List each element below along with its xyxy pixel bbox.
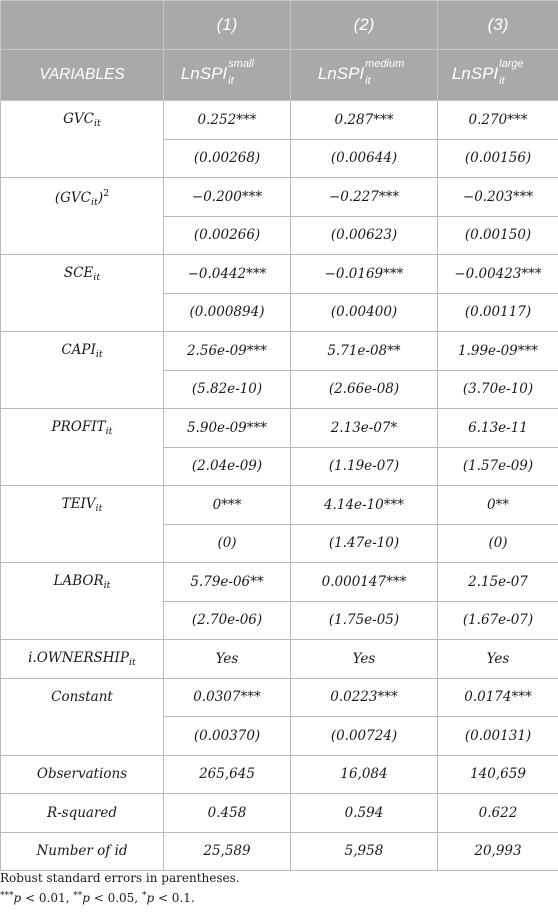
variable-subscript: it xyxy=(94,118,101,129)
col-header-2 xyxy=(291,50,438,101)
row-label xyxy=(1,255,164,332)
row-label xyxy=(1,678,164,755)
coefficient-cell: 0** xyxy=(438,486,558,525)
coefficient-cell: −0.203*** xyxy=(438,178,558,217)
row-label xyxy=(1,332,164,409)
table-row xyxy=(1,755,558,794)
variable-subscript: it xyxy=(103,580,111,591)
std-error-cell: (0.00156) xyxy=(438,139,558,178)
notes-line-1: Robust standard errors in parentheses. xyxy=(0,871,240,885)
variable-name xyxy=(62,496,103,512)
coefficient-cell: 140,659 xyxy=(438,755,558,794)
std-error-cell: (0.00268) xyxy=(164,139,291,178)
variable-name xyxy=(47,805,117,821)
std-error-cell: (0) xyxy=(164,524,291,563)
variable-name xyxy=(52,419,113,435)
std-error-cell: (1.75e-05) xyxy=(291,601,438,640)
coefficient-cell: 5.79e-06** xyxy=(164,563,291,602)
variable-tail: ) xyxy=(97,190,104,206)
variable-superscript: 2 xyxy=(103,188,110,199)
significance-symbol: *** xyxy=(0,891,14,901)
table-row xyxy=(1,178,558,217)
threshold-text: < 0.05, xyxy=(89,891,142,905)
table-row xyxy=(1,678,558,717)
coefficient-cell: 6.13e-11 xyxy=(438,409,558,448)
row-label xyxy=(1,563,164,640)
coefficient-cell: 0.0174*** xyxy=(438,678,558,717)
std-error-cell: (5.82e-10) xyxy=(164,370,291,409)
notes-line-2 xyxy=(0,887,558,907)
variable-name xyxy=(63,111,101,127)
std-error-cell: (1.47e-10) xyxy=(291,524,438,563)
variable-name xyxy=(28,650,136,666)
std-error-cell: (3.70e-10) xyxy=(438,370,558,409)
variable-subscript: it xyxy=(128,656,136,668)
row-label xyxy=(1,755,164,794)
std-error-cell: (2.70e-06) xyxy=(164,601,291,640)
std-error-cell: (1.67e-07) xyxy=(438,601,558,640)
std-error-cell: (2.66e-08) xyxy=(291,370,438,409)
coefficient-cell: −0.0169*** xyxy=(291,255,438,294)
significance-symbol: ** xyxy=(73,891,83,901)
coefficient-cell: 5,958 xyxy=(291,832,438,871)
std-error-cell: (2.04e-09) xyxy=(164,447,291,486)
coefficient-cell: 0.0223*** xyxy=(291,678,438,717)
col-number-2: (2) xyxy=(291,1,438,50)
std-error-cell: (1.57e-09) xyxy=(438,447,558,486)
coefficient-cell: −0.200*** xyxy=(164,178,291,217)
threshold-text: < 0.1. xyxy=(154,891,195,905)
variable-name xyxy=(55,190,109,206)
col-header-3-sub: it xyxy=(499,75,505,87)
row-label xyxy=(1,178,164,255)
variable-subscript: it xyxy=(90,197,98,208)
variable-base: Constant xyxy=(51,688,113,705)
std-error-cell: (0.00117) xyxy=(438,293,558,332)
variable-subscript: it xyxy=(95,349,103,360)
coefficient-cell: 20,993 xyxy=(438,832,558,871)
table-row xyxy=(1,101,558,140)
row-label xyxy=(1,640,164,679)
variable-subscript: it xyxy=(93,272,101,283)
coefficient-cell: 0.594 xyxy=(291,794,438,833)
variable-name xyxy=(51,689,113,705)
col-header-3-sup: large xyxy=(499,58,524,70)
coefficient-cell: 0.622 xyxy=(438,794,558,833)
col-header-2-sup: medium xyxy=(365,58,405,70)
coefficient-cell: Yes xyxy=(164,640,291,679)
row-label xyxy=(1,486,164,563)
variables-header: VARIABLES xyxy=(1,50,164,101)
col-header-2-sub: it xyxy=(365,75,371,87)
coefficient-cell: 265,645 xyxy=(164,755,291,794)
p-symbol: p xyxy=(146,891,155,905)
variable-name xyxy=(61,342,102,358)
variable-base: SCE xyxy=(63,265,94,281)
coefficient-cell: −0.227*** xyxy=(291,178,438,217)
variable-name xyxy=(64,265,100,281)
variable-name xyxy=(36,843,127,859)
table-row xyxy=(1,255,558,294)
col-number-3: (3) xyxy=(438,1,558,50)
coefficient-cell: 16,084 xyxy=(291,755,438,794)
variable-base: GVC xyxy=(63,111,94,127)
col-header-3-base: LnSPI xyxy=(451,64,499,84)
std-error-cell: (0.00150) xyxy=(438,216,558,255)
std-error-cell: (0.00370) xyxy=(164,717,291,756)
variable-base: CAPI xyxy=(61,342,96,358)
col-header-3 xyxy=(438,50,558,101)
std-error-cell: (0) xyxy=(438,524,558,563)
table-row xyxy=(1,332,558,371)
row-label xyxy=(1,409,164,486)
row-label xyxy=(1,794,164,833)
variable-base: Observations xyxy=(36,766,128,783)
variable-base: i.OWNERSHIP xyxy=(28,649,129,666)
table-row xyxy=(1,563,558,602)
std-error-cell: (0.00644) xyxy=(291,139,438,178)
table-row xyxy=(1,640,558,679)
coefficient-cell: 2.13e-07* xyxy=(291,409,438,448)
table-row xyxy=(1,486,558,525)
variable-base: PROFIT xyxy=(51,419,106,435)
coefficient-cell: 5.71e-08** xyxy=(291,332,438,371)
variable-name xyxy=(37,766,127,782)
significance-symbol: * xyxy=(141,891,147,901)
table-row xyxy=(1,794,558,833)
coefficient-cell: 4.14e-10*** xyxy=(291,486,438,525)
threshold-text: < 0.01, xyxy=(21,891,74,905)
coefficient-cell: 1.99e-09*** xyxy=(438,332,558,371)
header-corner xyxy=(1,1,164,50)
coefficient-cell: −0.0442*** xyxy=(164,255,291,294)
variable-name xyxy=(54,573,111,589)
std-error-cell: (0.00724) xyxy=(291,717,438,756)
coefficient-cell: −0.00423*** xyxy=(438,255,558,294)
coefficient-cell: 2.15e-07 xyxy=(438,563,558,602)
coefficient-cell: 0*** xyxy=(164,486,291,525)
std-error-cell: (0.000894) xyxy=(164,293,291,332)
p-symbol: p xyxy=(13,891,22,905)
coefficient-cell: 5.90e-09*** xyxy=(164,409,291,448)
row-label xyxy=(1,101,164,178)
variable-base: TEIV xyxy=(61,496,96,512)
header-row-numbers xyxy=(1,1,558,50)
variable-base: (GVC xyxy=(54,190,91,206)
variable-base: R-squared xyxy=(46,804,118,821)
std-error-cell: (0.00266) xyxy=(164,216,291,255)
variable-subscript: it xyxy=(95,503,103,514)
coefficient-cell: 2.56e-09*** xyxy=(164,332,291,371)
col-header-1 xyxy=(164,50,291,101)
coefficient-cell: Yes xyxy=(291,640,438,679)
coefficient-cell: 0.287*** xyxy=(291,101,438,140)
table-notes xyxy=(0,869,558,907)
std-error-cell: (0.00623) xyxy=(291,216,438,255)
coefficient-cell: 0.252*** xyxy=(164,101,291,140)
row-label xyxy=(1,832,164,871)
coefficient-cell: 25,589 xyxy=(164,832,291,871)
variable-base: Number of id xyxy=(36,843,128,860)
std-error-cell: (0.00400) xyxy=(291,293,438,332)
coefficient-cell: 0.000147*** xyxy=(291,563,438,602)
header-row-variables xyxy=(1,50,558,101)
variable-base: LABOR xyxy=(53,573,104,589)
std-error-cell: (0.00131) xyxy=(438,717,558,756)
p-symbol: p xyxy=(82,891,90,905)
col-header-1-base: LnSPI xyxy=(180,64,228,84)
col-header-1-sup: small xyxy=(228,58,254,70)
coefficient-cell: Yes xyxy=(438,640,558,679)
col-number-1: (1) xyxy=(164,1,291,50)
coefficient-cell: 0.0307*** xyxy=(164,678,291,717)
coefficient-cell: 0.270*** xyxy=(438,101,558,140)
col-header-2-base: LnSPI xyxy=(317,64,365,84)
std-error-cell: (1.19e-07) xyxy=(291,447,438,486)
table-row xyxy=(1,832,558,871)
col-header-1-sub: it xyxy=(228,75,234,87)
table-row xyxy=(1,409,558,448)
coefficient-cell: 0.458 xyxy=(164,794,291,833)
variable-subscript: it xyxy=(105,426,113,437)
